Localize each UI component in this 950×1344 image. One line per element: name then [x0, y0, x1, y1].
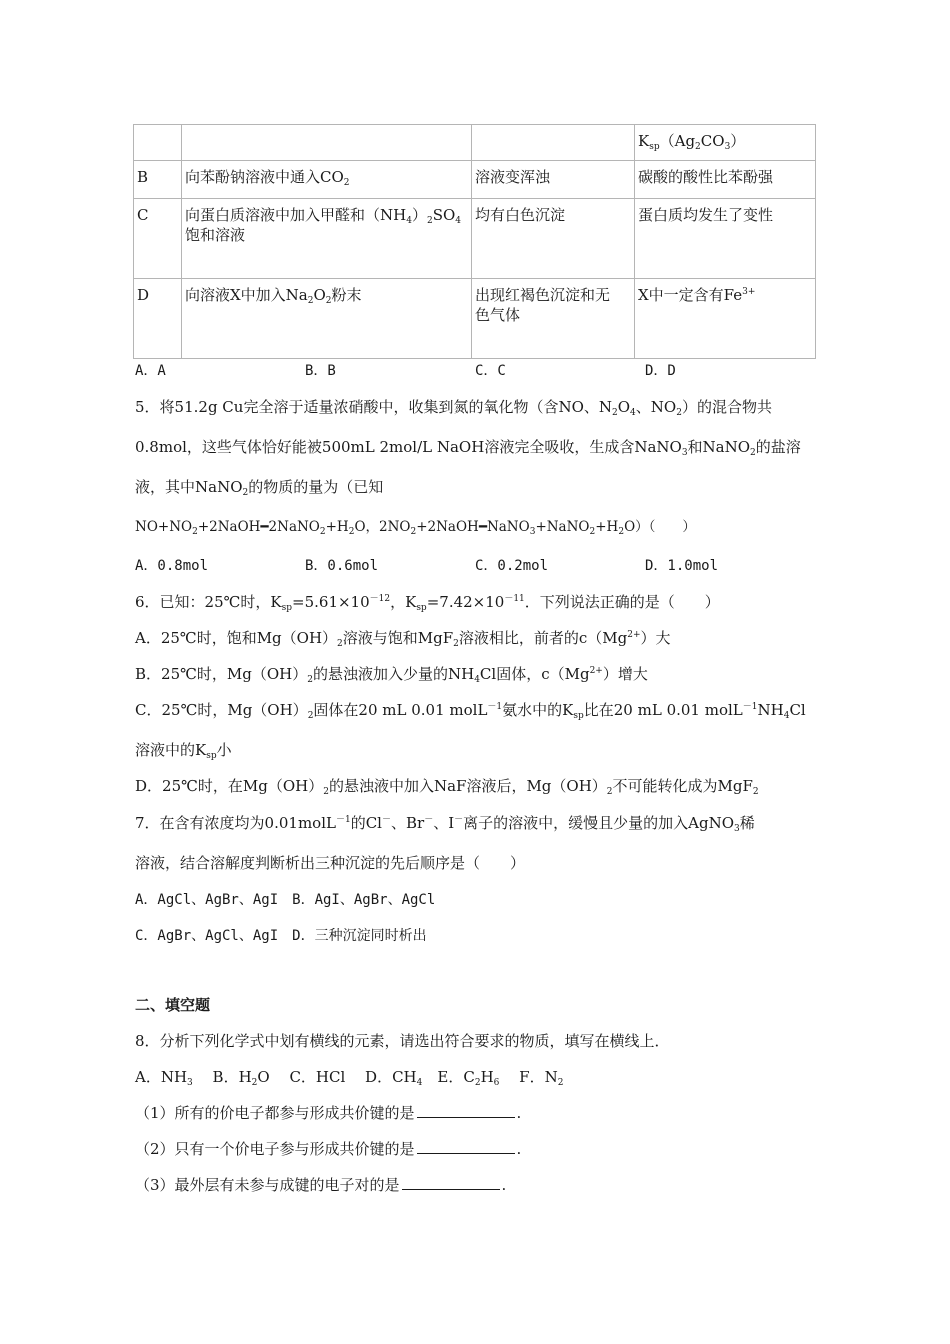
row-label-cell: D [134, 279, 182, 359]
conclusion-cell: 碳酸的酸性比苯酚强 [635, 161, 816, 199]
q7-options-ab: A．AgCl、AgBr、AgI B．AgI、AgBr、AgCl [135, 892, 436, 908]
q8-sub-1-text: （1）所有的价电子都参与形成共价键的是 [135, 1104, 415, 1122]
q5-line-4: $NO+NO_2+2NaOH━2NaNO_2+H_2O$，$2NO_2+2NaOH━NaNO_3+NaNO_2+H_2O$）（ ） [135, 519, 696, 537]
section-title: 二、填空题 [135, 996, 211, 1014]
q8-stem: 8．分析下列化学式中划有横线的元素，请选出符合要求的物质，填写在横线上． [135, 1032, 670, 1050]
row-label-cell: C [134, 199, 182, 279]
operation-cell [182, 125, 472, 161]
answer-blank-2[interactable] [417, 1139, 515, 1154]
q5-line-1: 5．将51.2g Cu完全溶于适量浓硝酸中，收集到氮的氧化物（含NO、$N_2O_4$、$NO_2$）的混合物共 [135, 398, 772, 418]
q7-line-2: 溶液，结合溶解度判断析出三种沉淀的先后顺序是（ ） [135, 854, 526, 872]
row-label-cell [134, 125, 182, 161]
q5-option-b: B．0.6mol [305, 558, 379, 574]
phenomenon-cell: 出现红褐色沉淀和无 色气体 [472, 279, 635, 359]
operation-cell: 向苯酚钠溶液中通入$CO_2$ [182, 161, 472, 199]
conclusion-cell: X中一定含有$Fe^{3+}$ [635, 279, 816, 359]
q8-sub-2-text: （2）只有一个价电子参与形成共价键的是 [135, 1140, 415, 1158]
operation-cell: 向蛋白质溶液中加入甲醛和$(NH_4)_2SO_4$ 饱和溶液 [182, 199, 472, 279]
q5-option-a: A．0.8mol [135, 558, 209, 574]
q4-option-a: A．A [135, 363, 166, 379]
table-row [134, 279, 816, 359]
phenomenon-cell: 均有白色沉淀 [472, 199, 635, 279]
q8-sub-1-end: . [516, 1104, 522, 1122]
q6-option-b: B．25℃时，$Mg(OH)_2$的悬浊液加入少量的$NH_4Cl$固体，$c(Mg^{2+})$增大 [135, 665, 648, 685]
q6-option-d: D．25℃时，在$Mg(OH)_2$的悬浊液中加入NaF溶液后，$Mg(OH)_2$不可能转化成为MgF$_2$ [135, 777, 759, 797]
q8-sub-1 [135, 1103, 521, 1123]
q6-option-c-line-2: 溶液中的$K_{sp}$小 [135, 741, 232, 761]
q6-option-c-line-1: C．25℃时，$Mg(OH)_2$固体在20 mL 0.01 molL$^{-1}$氨水中的$K_{sp}$比在20 mL 0.01 $molL^{-1}NH_4Cl$ [135, 701, 806, 721]
row-label-cell: B [134, 161, 182, 199]
q8-sub-2-end: . [516, 1140, 522, 1158]
q7-line-1: 7．在含有浓度均为0.01molL$^{-1}$的Cl－、Br－、I－离子的溶液中，缓慢且少量的加入AgNO$_3$稀 [135, 814, 755, 834]
answer-blank-3[interactable] [402, 1175, 500, 1190]
q6-option-a: A．25℃时，饱和$Mg(OH)_2$溶液与饱和MgF$_2$溶液相比，前者的$c(Mg^{2+})$大 [135, 629, 671, 649]
answer-blank-1[interactable] [417, 1103, 515, 1118]
q4-option-c: C．C [475, 363, 506, 379]
q8-sub-3 [135, 1175, 506, 1195]
operation-cell: 向溶液X中加入$Na_2O_2$粉末 [182, 279, 472, 359]
q4-option-b: B．B [305, 363, 336, 379]
q8-choices: A．$NH_3$ B．$H_2O$ C．HCl D．$CH_4$ E．$C_2H_6$ F．$N_2$ [135, 1068, 564, 1088]
table-row [134, 161, 816, 199]
conclusion-cell: $K_{sp}(Ag_2CO_3)$ [635, 125, 816, 161]
phenomenon-cell [472, 125, 635, 161]
q6-stem: 6．已知：25℃时，$K_{sp}=5.61\times 10^{-12}$，$K_{sp}=7.42\times 10^{-11}$．下列说法正确的是（ ） [135, 593, 720, 613]
table-row [134, 125, 816, 161]
q8-sub-2 [135, 1139, 521, 1159]
phenomenon-cell: 溶液变浑浊 [472, 161, 635, 199]
q5-line-2: 0.8mol，这些气体恰好能被500mL 2mol/L NaOH溶液完全吸收，生成含NaNO$_3$和NaNO$_2$的盐溶 [135, 438, 801, 458]
q7-options-cd: C．AgBr、AgCl、AgI D．三种沉淀同时析出 [135, 928, 427, 944]
q5-option-c: C．0.2mol [475, 558, 549, 574]
q8-sub-3-end: . [501, 1176, 507, 1194]
q4-option-d: D．D [645, 363, 676, 379]
q5-option-d: D．1.0mol [645, 558, 719, 574]
conclusion-cell: 蛋白质均发生了变性 [635, 199, 816, 279]
q5-line-3: 液，其中NaNO$_2$的物质的量为（已知 [135, 478, 384, 498]
table-row [134, 199, 816, 279]
q8-sub-3-text: （3）最外层有未参与成键的电子对的是 [135, 1176, 400, 1194]
experiment-table [133, 124, 816, 359]
